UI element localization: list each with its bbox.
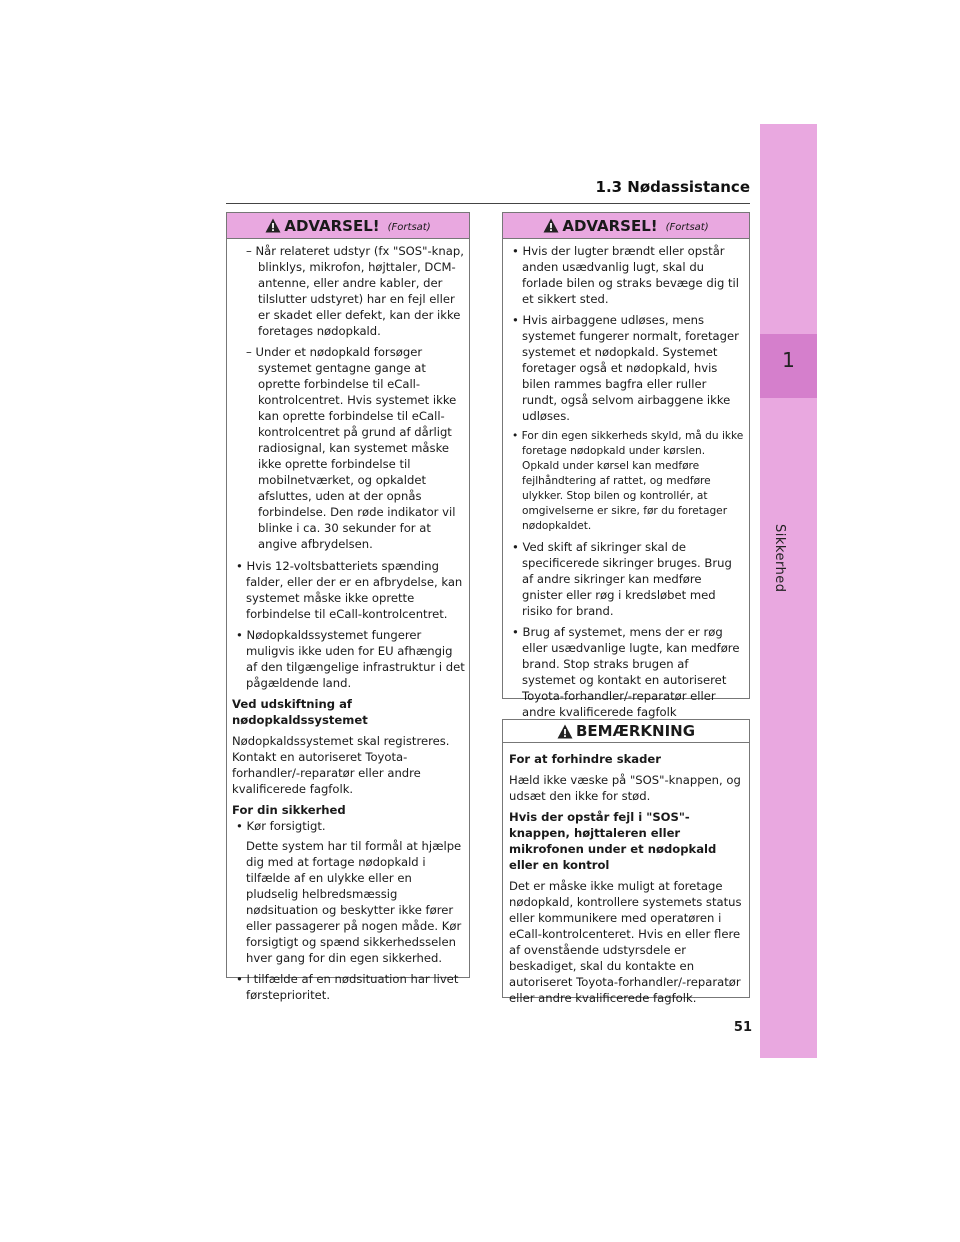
warning-body: [503, 239, 749, 720]
bullet-item: • Hvis airbaggene udløses, mens systemet fungerer normalt, foretager systemet et nødopkald. Systemet foretager også et nødopkald, hvis bilen rammes bagfra eller ruller rundt, også selvom airbaggene ikke udløses.: [512, 313, 739, 423]
caution-icon: [557, 724, 573, 739]
note-header: [503, 720, 749, 743]
note-title: BEMÆRKNING: [575, 722, 696, 740]
warning-subtitle: (Fortsat): [387, 222, 431, 233]
safety-bullet: • Kør forsigtigt.: [236, 819, 326, 833]
warning-subtitle: (Fortsat): [665, 222, 709, 233]
warning-icon: [265, 218, 281, 233]
chapter-label: Sikkerhed: [772, 524, 787, 593]
note-heading: For at forhindre skader: [509, 752, 662, 766]
dash-item: – Når relateret udstyr (fx "SOS"-knap, blinklys, mikrofon, højttaler, DCM-antenne, eller andre kabler, der tilslutter udstyret) har en fejl eller er skadet eller defekt, kan der ikke foretages nødopkald.: [246, 244, 464, 338]
bullet-item: • Ved skift af sikringer skal de specificerede sikringer bruges. Brug af andre sikringer kan medføre gnister eller røg i kredsløbet med risiko for brand.: [512, 540, 732, 618]
bullet-item: • Hvis der lugter brændt eller opstår anden usædvanlig lugt, skal du forlade bilen og straks bevæge dig til et sikkert sted.: [512, 244, 739, 306]
warning-box-left: [226, 212, 470, 1002]
warning-title: ADVARSEL!: [562, 216, 658, 235]
warning-icon: [543, 218, 559, 233]
bullet-item: • Nødopkaldssystemet fungerer muligvis ikke uden for EU afhængig af den tilgængelige infrastruktur i det pågældende land.: [236, 628, 465, 690]
warning-header: [503, 213, 749, 239]
safety-text: Dette system har til formål at hjælpe dig med at fortage nødopkald i tilfælde af en ulykke eller en pludselig helbredsmæssig nødsituation og beskytter ikke fører eller passagerer på nogen måde. Kør forsigtigt og spænd sikkerhedsselen hver gang for din egen sikkerhed.: [246, 839, 462, 965]
last-bullet: • I tilfælde af en nødsituation har livet førsteprioritet.: [236, 972, 459, 1002]
replace-heading: Ved udskiftning af nødopkaldssystemet: [232, 697, 368, 727]
warning-header: [227, 213, 469, 239]
dash-item: – Under et nødopkald forsøger systemet gentagne gange at oprette forbindelse til eCall-kontrolcentret. Hvis systemet ikke kan oprette forbindelse til eCall-kontrolcentret på grund af dårligt radiosignal, kan systemet måske ikke oprette forbindelse til mobilnetværket, og opkaldet afsluttes, uden at der opnås forbindelse. Den røde indikator vil blinke i ca. 30 sekunder for at angive afbrydelsen.: [246, 345, 457, 551]
note-body: [503, 743, 749, 1006]
bullet-item: • For din egen sikkerheds skyld, må du ikke foretage nødopkald under kørslen. Opkald under kørsel kan medføre fejlhåndtering af rattet, og medføre ulykker. Stop bilen og kontrollér, at omgivelserne er sikre, før du foretager nødopkaldet.: [512, 430, 744, 532]
chapter-number: 1: [782, 348, 795, 372]
note-box: [502, 719, 750, 1005]
warning-title: ADVARSEL!: [284, 216, 380, 235]
note-heading: Hvis der opstår fejl i "SOS"-knappen, højttaleren eller mikrofonen under et nødopkald eller en kontrol: [509, 810, 717, 872]
replace-text: Nødopkaldssystemet skal registreres. Kontakt en autoriseret Toyota-forhandler/-reparatør eller andre kvalificerede fagfolk.: [232, 734, 450, 796]
chapter-side-tab: [760, 124, 817, 1058]
bullet-item: • Hvis 12-voltsbatteriets spænding falder, eller der er en afbrydelse, kan systemet måske ikke oprette forbindelse til eCall-kontrolcentret.: [236, 559, 463, 621]
warning-box-right: [502, 212, 750, 719]
safety-heading: For din sikkerhed: [232, 803, 346, 817]
section-title: 1.3 Nødassistance: [595, 178, 750, 196]
note-text: Hæld ikke væske på "SOS"-knappen, og udsæt den ikke for stød.: [509, 773, 741, 803]
note-text: Det er måske ikke muligt at foretage nødopkald, kontrollere systemets status eller kommunikere med operatøren i eCall-kontrolcenteret. Hvis en eller flere af ovenstående udstyrsdele er beskadiget, skal du kontakte en autoriseret Toyota-forhandler/-reparatør eller andre kvalificerede fagfolk.: [509, 879, 742, 1005]
bullet-item: • Brug af systemet, mens der er røg eller usædvanlige lugte, kan medføre brand. Stop straks brugen af systemet og kontakt en autoriseret Toyota-forhandler/-reparatør eller andre kvalificerede fagfolk: [512, 625, 740, 719]
warning-body: [227, 239, 469, 1003]
page-number: 51: [733, 1020, 752, 1035]
header-rule: [226, 203, 750, 204]
